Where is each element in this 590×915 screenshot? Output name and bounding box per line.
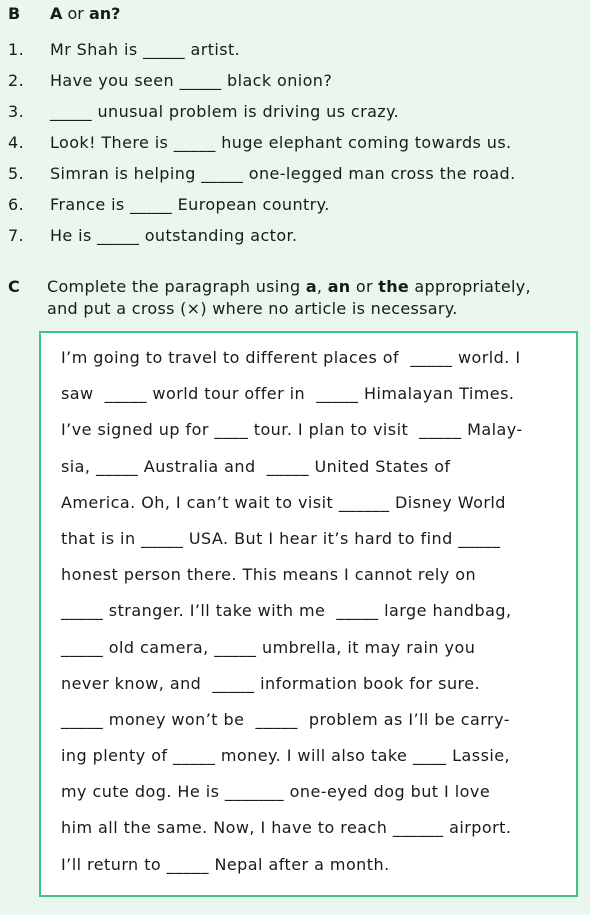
question-text: Mr Shah is _____ artist. [50,40,241,59]
question-number: 5. [8,164,25,183]
question-item [8,65,583,96]
paragraph-line: never know, and _____ information book for sure. [61,673,481,693]
article-a: a [305,277,317,296]
question-number: 4. [8,133,25,152]
question-item [8,127,583,158]
question-text: Look! There is _____ huge elephant coming towards us. [50,133,512,152]
section-c-instructions [47,276,582,320]
paragraph-line: I’ve signed up for ____ tour. I plan to visit _____ Malay- [61,420,523,440]
instruction-line-2: and put a cross (×) where no article is necessary. [47,299,458,318]
question-item [8,189,583,220]
option-a: A [50,4,63,23]
separator: or [350,277,379,296]
section-b-title [50,4,120,23]
section-b-label: B [8,4,21,23]
paragraph-box [39,331,578,897]
question-number: 3. [8,102,25,121]
question-text: Have you seen _____ black onion? [50,71,333,90]
question-text: Simran is helping _____ one-legged man cross the road. [50,164,516,183]
question-item [8,220,583,251]
paragraph-line: I’ll return to _____ Nepal after a month. [61,854,390,874]
paragraph-line: that is in _____ USA. But I hear it’s hard to find _____ [61,528,501,548]
instruction-line-1 [47,276,582,298]
paragraph-line: ing plenty of _____ money. I will also take ____ Lassie, [61,746,511,766]
paragraph-line: I’m going to travel to different places of _____ world. I [61,348,521,367]
paragraph-line: sia, _____ Australia and _____ United States of [61,456,451,476]
question-text: _____ unusual problem is driving us crazy. [50,102,400,121]
question-number: 2. [8,71,25,90]
option-an: an? [88,4,121,23]
paragraph-line: _____ stranger. I’ll take with me _____ large handbag, [61,601,512,621]
paragraph-line: _____ money won’t be _____ problem as I’ll be carry- [61,709,510,729]
paragraph-line: honest person there. This means I cannot rely on [61,565,477,585]
question-number: 1. [8,40,25,59]
question-list [8,34,583,251]
question-number: 7. [8,226,25,245]
question-item [8,34,583,65]
instruction-text: appropriately, [409,277,531,296]
title-or: or [62,4,89,23]
separator: , [316,277,328,296]
paragraph-line: America. Oh, I can’t wait to visit ______ Disney World [61,492,506,512]
question-item [8,158,583,189]
paragraph-line: my cute dog. He is _______ one-eyed dog but I love [61,782,491,802]
article-the: the [378,277,410,296]
question-text: He is _____ outstanding actor. [50,226,298,245]
question-item [8,96,583,127]
paragraph-text [61,340,566,883]
section-c-label: C [8,277,20,296]
paragraph-line: saw _____ world tour offer in _____ Himalayan Times. [61,384,515,404]
paragraph-line: _____ old camera, _____ umbrella, it may rain you [61,637,476,657]
question-text: France is _____ European country. [50,195,330,214]
question-number: 6. [8,195,25,214]
instruction-text: Complete the paragraph using [47,277,306,296]
paragraph-line: him all the same. Now, I have to reach ______ airport. [61,818,512,838]
article-an: an [327,277,351,296]
